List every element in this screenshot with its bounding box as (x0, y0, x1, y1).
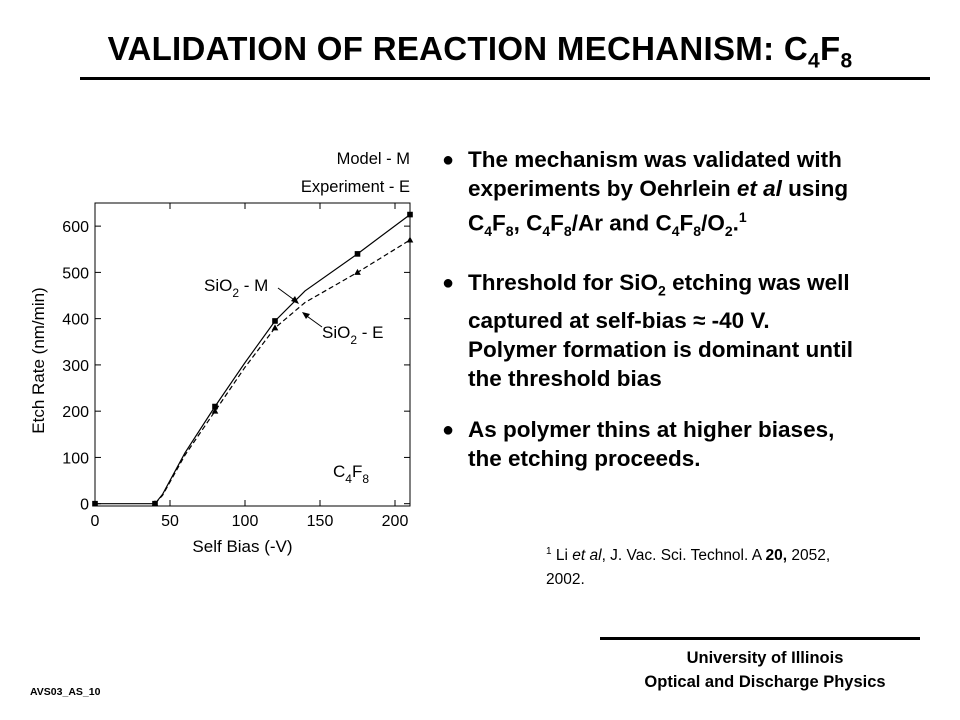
data-point-model (355, 251, 361, 257)
bullet-threshold (440, 268, 945, 393)
y-axis-label: Etch Rate (nm/min) (29, 287, 48, 434)
x-tick-label: 100 (231, 513, 259, 530)
annotation-sio2-experiment: SiO$_2$ - E (322, 323, 384, 347)
x-tick-label: 50 (161, 513, 179, 530)
series-line-model (95, 215, 410, 504)
y-tick-label: 500 (62, 265, 89, 283)
slide-title: VALIDATION OF REACTION MECHANISM: $C_4F_8$ (107, 30, 853, 73)
legend-experiment: Experiment - E (300, 178, 410, 196)
x-axis-label: Self Bias (-V) (192, 537, 293, 556)
title-underline (80, 77, 930, 80)
footer-affiliation (590, 646, 940, 694)
bullet-3-line-2: the etching proceeds. (468, 445, 701, 471)
bullet-2-line-2: captured at self-bias ≈ -40 V. (468, 307, 770, 333)
arrowhead-model-icon (291, 296, 299, 304)
annotation-sio2-model: SiO$_2$ - M (204, 276, 269, 300)
y-tick-label: 400 (62, 311, 89, 329)
data-point-experiment (407, 237, 414, 243)
bullet-2-line-4: the threshold bias (468, 365, 662, 391)
reference-line-1: $^1$ Li et al, J. Vac. Sci. Technol. A 20, 2052, (546, 546, 831, 565)
series-line-experiment (155, 240, 410, 504)
data-point-model (407, 212, 413, 218)
bullet-1-line-2: experiments by Oehrlein et al using (468, 176, 849, 201)
bullet-dot-icon: ● (442, 272, 455, 294)
y-tick-label: 100 (62, 450, 89, 468)
y-tick-label: 300 (62, 357, 89, 375)
bullet-list (440, 145, 945, 495)
data-point-experiment (354, 269, 361, 275)
data-point-model (272, 318, 278, 324)
bullet-dot-icon: ● (442, 418, 455, 441)
x-tick-label: 0 (90, 513, 100, 530)
bullet-dot-icon: ● (442, 149, 455, 171)
bullet-1-line-3: $C_4F_8$, $C_4F_8/Ar$ and $C_4F_8/O_2.^1$ (468, 209, 747, 239)
etch-rate-chart (0, 130, 430, 570)
reference-citation (546, 540, 926, 592)
y-tick-label: 200 (62, 404, 89, 422)
y-tick-label: 0 (80, 496, 89, 514)
bullet-polymer (440, 415, 945, 473)
bullet-validation (440, 145, 945, 246)
plot-frame (95, 203, 410, 506)
bullet-1-line-1: The mechanism was validated with (468, 147, 842, 172)
bullet-2-line-1: Threshold for SiO$_2$ etching was well (468, 270, 850, 299)
footer-university: University of Illinois (686, 649, 844, 667)
reference-line-2: 2002. (546, 571, 585, 589)
data-point-model (92, 501, 98, 507)
legend-model: Model - M (336, 150, 410, 168)
x-tick-label: 150 (306, 513, 334, 530)
footer-rule (600, 637, 920, 640)
chart-svg (0, 130, 430, 570)
bullet-2-line-3: Polymer formation is dominant until (468, 336, 854, 362)
slide-id: AVS03_AS_10 (30, 686, 101, 698)
annotation-c4f8: $C_4F_8$ (333, 462, 370, 486)
footer-group: Optical and Discharge Physics (644, 673, 886, 691)
x-tick-label: 200 (381, 513, 409, 530)
y-tick-label: 600 (62, 219, 89, 237)
bullet-3-line-1: As polymer thins at higher biases, (468, 416, 835, 442)
